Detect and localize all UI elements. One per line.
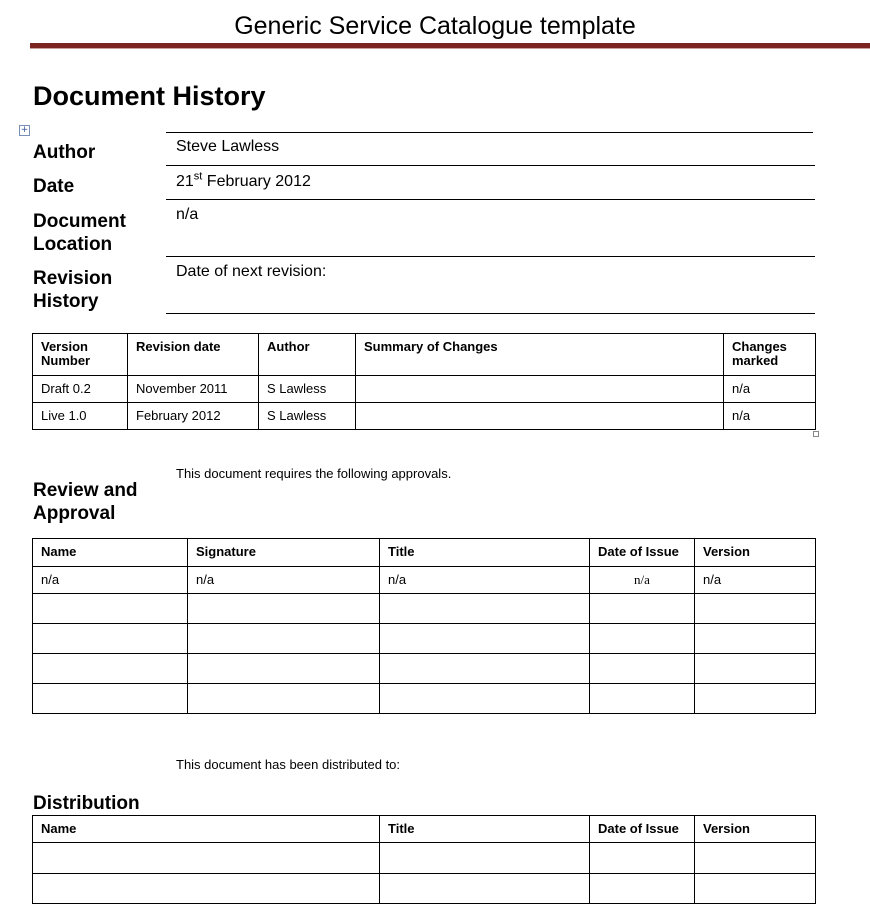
meta-rule bbox=[166, 165, 815, 166]
table-cell[interactable]: n/a bbox=[590, 567, 695, 594]
table-cell[interactable]: n/a bbox=[695, 567, 816, 594]
table-cell[interactable]: February 2012 bbox=[128, 403, 259, 430]
table-cell[interactable]: Live 1.0 bbox=[33, 403, 128, 430]
author-label: Author bbox=[33, 142, 96, 163]
table-cell[interactable] bbox=[356, 376, 724, 403]
table-cell[interactable] bbox=[33, 874, 380, 904]
table-cell[interactable] bbox=[380, 874, 590, 904]
table-cell[interactable] bbox=[188, 594, 380, 624]
next-revision-value[interactable]: Date of next revision: bbox=[176, 263, 327, 280]
column-header: Author bbox=[259, 334, 356, 376]
column-header: Date of Issue bbox=[590, 816, 695, 843]
date-day: 21 bbox=[176, 173, 194, 190]
table-row bbox=[33, 376, 816, 403]
table-cell[interactable] bbox=[590, 624, 695, 654]
section-title: Document History bbox=[33, 81, 266, 111]
table-cell[interactable] bbox=[695, 594, 816, 624]
table-row bbox=[33, 874, 816, 904]
table-row bbox=[33, 403, 816, 430]
table-cell[interactable] bbox=[380, 654, 590, 684]
date-rest: February 2012 bbox=[202, 173, 311, 190]
table-cell[interactable]: n/a bbox=[724, 403, 816, 430]
review-note: This document requires the following approvals. bbox=[176, 466, 452, 481]
table-row bbox=[33, 843, 816, 874]
table-cell[interactable] bbox=[590, 874, 695, 904]
location-label: Document Location bbox=[33, 211, 126, 255]
table-row bbox=[33, 654, 816, 684]
table-cell[interactable] bbox=[33, 594, 188, 624]
meta-rule bbox=[166, 313, 815, 314]
table-row bbox=[33, 624, 816, 654]
distribution-note: This document has been distributed to: bbox=[176, 757, 401, 772]
table-header-row bbox=[33, 334, 816, 376]
column-header: Revision date bbox=[128, 334, 259, 376]
table-cell[interactable] bbox=[695, 684, 816, 714]
table-cell[interactable] bbox=[356, 403, 724, 430]
column-header: Name bbox=[33, 816, 380, 843]
column-header: Changes marked bbox=[724, 334, 816, 376]
document-header-title: Generic Service Catalogue template bbox=[234, 12, 636, 40]
column-header: Version bbox=[695, 816, 816, 843]
table-cell[interactable] bbox=[33, 624, 188, 654]
table-header-row bbox=[33, 816, 816, 843]
table-header-row bbox=[33, 539, 816, 567]
table-cell[interactable]: n/a bbox=[33, 567, 188, 594]
review-approval-table bbox=[32, 538, 816, 714]
date-value[interactable] bbox=[176, 172, 311, 192]
table-cell[interactable] bbox=[188, 684, 380, 714]
review-heading: Review and Approval bbox=[33, 480, 138, 524]
table-cell[interactable] bbox=[695, 874, 816, 904]
column-header: Name bbox=[33, 539, 188, 567]
table-cell[interactable] bbox=[590, 594, 695, 624]
author-value[interactable]: Steve Lawless bbox=[176, 138, 280, 155]
table-cell[interactable] bbox=[33, 654, 188, 684]
table-cell[interactable] bbox=[380, 684, 590, 714]
table-cell[interactable]: Draft 0.2 bbox=[33, 376, 128, 403]
revision-history-table bbox=[32, 333, 816, 430]
table-cell[interactable] bbox=[695, 654, 816, 684]
distribution-table bbox=[32, 815, 816, 904]
meta-rule bbox=[166, 199, 815, 200]
column-header: Title bbox=[380, 539, 590, 567]
table-move-handle-icon[interactable]: + bbox=[20, 125, 29, 135]
table-cell[interactable]: n/a bbox=[724, 376, 816, 403]
table-cell[interactable] bbox=[380, 624, 590, 654]
table-row bbox=[33, 684, 816, 714]
table-cell[interactable] bbox=[695, 843, 816, 874]
distribution-heading: Distribution bbox=[33, 793, 140, 814]
table-cell[interactable]: S Lawless bbox=[259, 376, 356, 403]
table-cell[interactable] bbox=[590, 684, 695, 714]
location-value[interactable]: n/a bbox=[176, 206, 199, 223]
table-cell[interactable] bbox=[380, 843, 590, 874]
table-cell[interactable] bbox=[590, 654, 695, 684]
column-header: Version Number bbox=[33, 334, 128, 376]
table-cell[interactable]: November 2011 bbox=[128, 376, 259, 403]
column-header: Version bbox=[695, 539, 816, 567]
table-cell[interactable]: S Lawless bbox=[259, 403, 356, 430]
meta-rule bbox=[166, 256, 815, 257]
table-cell[interactable] bbox=[695, 624, 816, 654]
column-header: Title bbox=[380, 816, 590, 843]
column-header: Summary of Changes bbox=[356, 334, 724, 376]
table-resize-handle[interactable] bbox=[813, 431, 819, 437]
table-cell[interactable]: n/a bbox=[380, 567, 590, 594]
header-rule bbox=[30, 43, 870, 49]
table-row bbox=[33, 594, 816, 624]
table-cell[interactable] bbox=[33, 684, 188, 714]
table-cell[interactable] bbox=[380, 594, 590, 624]
date-label: Date bbox=[33, 176, 75, 197]
revision-label: Revision History bbox=[33, 268, 113, 312]
table-cell[interactable] bbox=[188, 654, 380, 684]
table-cell[interactable] bbox=[590, 843, 695, 874]
meta-rule bbox=[166, 132, 813, 133]
table-cell[interactable] bbox=[33, 843, 380, 874]
column-header: Signature bbox=[188, 539, 380, 567]
column-header: Date of Issue bbox=[590, 539, 695, 567]
table-cell[interactable] bbox=[188, 624, 380, 654]
date-suffix: st bbox=[193, 170, 203, 183]
table-cell[interactable]: n/a bbox=[188, 567, 380, 594]
table-row bbox=[33, 567, 816, 594]
